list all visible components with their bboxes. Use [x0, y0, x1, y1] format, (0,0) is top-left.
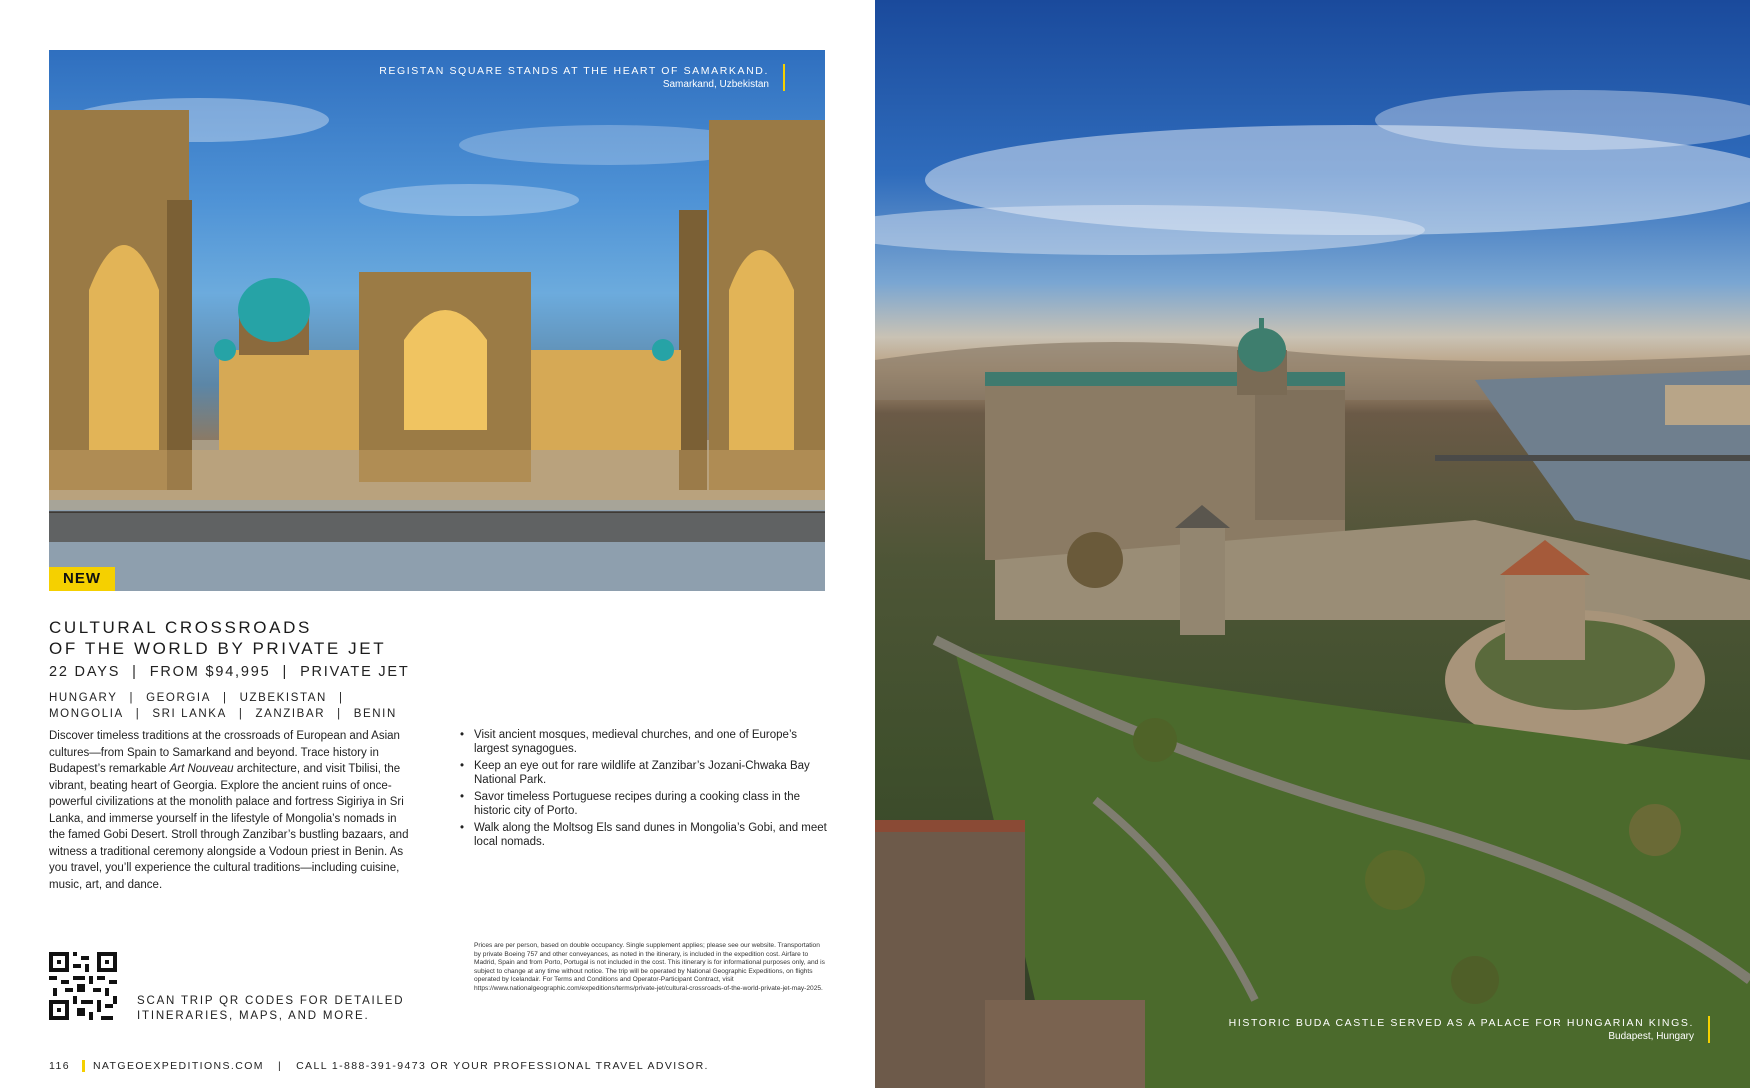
country: GEORGIA	[146, 692, 211, 704]
country: MONGOLIA	[49, 708, 124, 720]
trip-description	[49, 728, 414, 893]
terms-fineprint: Prices are per person, based on double occupancy. Single supplement applies; please see our website. Transportation by private Boeing 757 and other conveyances, as noted in the itinerary, is included in the expedition cost. Airfare to Madrid, Spain and from Porto, Portugal is not included in the cost. This itinerary is for informational purposes only, and is subject to change at any time without notice. The trip will be operated by National Geographic Expeditions, on flights operated by Icelandair. For Terms and Conditions and Operator-Participant Contract, visit https://www.nationalgeographic.com/expeditions/terms/private-jet/cultural-crossroads-of-the-world-private-jet-may-2025.	[474, 942, 825, 992]
country: BENIN	[353, 708, 397, 720]
photo-caption-left	[379, 64, 785, 91]
qr-code-icon[interactable]	[49, 952, 117, 1020]
phone-contact[interactable]: CALL 1-888-391-9473 OR YOUR PROFESSIONAL TRAVEL ADVISOR.	[296, 1060, 709, 1072]
trip-meta: 22 DAYS | FROM $94,995 | PRIVATE JET	[49, 664, 410, 680]
highlight-item: • Visit ancient mosques, medieval churches, and one of Europe’s largest synagogues.	[458, 728, 828, 756]
countries-row-1: HUNGARY | GEORGIA | UZBEKISTAN |	[49, 692, 344, 704]
description-text: Discover timeless traditions at the crossroads of European and Asian cultures—from Spain to Samarkand and beyond. Trace history in Budapest’s remarkable	[49, 730, 400, 775]
buda-castle-illustration	[875, 0, 1750, 1088]
trip-duration: 22 DAYS	[49, 664, 121, 680]
trip-transport: PRIVATE JET	[300, 664, 410, 680]
page-number: 116	[49, 1060, 70, 1072]
country: UZBEKISTAN	[239, 692, 327, 704]
highlight-item: • Walk along the Moltsog Els sand dunes in Mongolia’s Gobi, and meet local nomads.	[458, 821, 828, 849]
photo-caption-right	[1229, 1016, 1710, 1043]
countries-row-2: MONGOLIA | SRI LANKA | ZANZIBAR | BENIN	[49, 708, 397, 720]
trip-title-line-2: OF THE WORLD BY PRIVATE JET	[49, 639, 387, 658]
trip-price: FROM $94,995	[149, 664, 271, 680]
registan-square-photo	[49, 50, 825, 591]
qr-instructions	[137, 994, 404, 1024]
country: HUNGARY	[49, 692, 118, 704]
caption-location: Budapest, Hungary	[1608, 1031, 1694, 1042]
trip-title	[49, 617, 386, 659]
qr-text-line-1: SCAN TRIP QR CODES FOR DETAILED	[137, 995, 405, 1007]
highlight-item: • Keep an eye out for rare wildlife at Zanzibar’s Jozani-Chwaka Bay National Park.	[458, 759, 828, 787]
caption-text: REGISTAN SQUARE STANDS AT THE HEART OF SAMARKAND.	[379, 65, 769, 77]
country: ZANZIBAR	[255, 708, 326, 720]
qr-text-line-2: ITINERARIES, MAPS, AND MORE.	[137, 1010, 370, 1022]
description-text: architecture, and visit Tbilisi, the vibrant, beating heart of Georgia. Explore the ancient ruins of once-powerful civilizations at the monolith palace and fortress Sigiriya in Sri Lanka, and immerse yourself in the lifestyle of Mongolia’s nomads in the famed Gobi Desert. Stroll through Zanzibar’s bustling bazaars, and witness a traditional ceremony alongside a Vodoun priest in Benin. As you travel, you’ll experience the cultural traditions—including cuisine, music, art, and dance.	[49, 763, 409, 891]
page-footer: 116 NATGEOEXPEDITIONS.COM | CALL 1-888-391-9473 OR YOUR PROFESSIONAL TRAVEL ADVISOR.	[49, 1060, 709, 1072]
country: SRI LANKA	[152, 708, 227, 720]
highlight-item: • Savor timeless Portuguese recipes during a cooking class in the historic city of Porto.	[458, 790, 828, 818]
registan-illustration	[49, 50, 825, 591]
buda-castle-photo	[875, 0, 1750, 1088]
website-link[interactable]: NATGEOEXPEDITIONS.COM	[92, 1060, 264, 1072]
caption-text: HISTORIC BUDA CASTLE SERVED AS A PALACE FOR HUNGARIAN KINGS.	[1228, 1017, 1694, 1029]
trip-highlights	[458, 728, 828, 852]
footer-accent-bar	[82, 1060, 85, 1072]
caption-location: Samarkand, Uzbekistan	[662, 79, 769, 90]
countries-list	[49, 690, 397, 722]
description-italic: Art Nouveau	[169, 763, 234, 775]
new-badge: NEW	[49, 567, 115, 591]
trip-title-line-1: CULTURAL CROSSROADS	[49, 618, 312, 637]
